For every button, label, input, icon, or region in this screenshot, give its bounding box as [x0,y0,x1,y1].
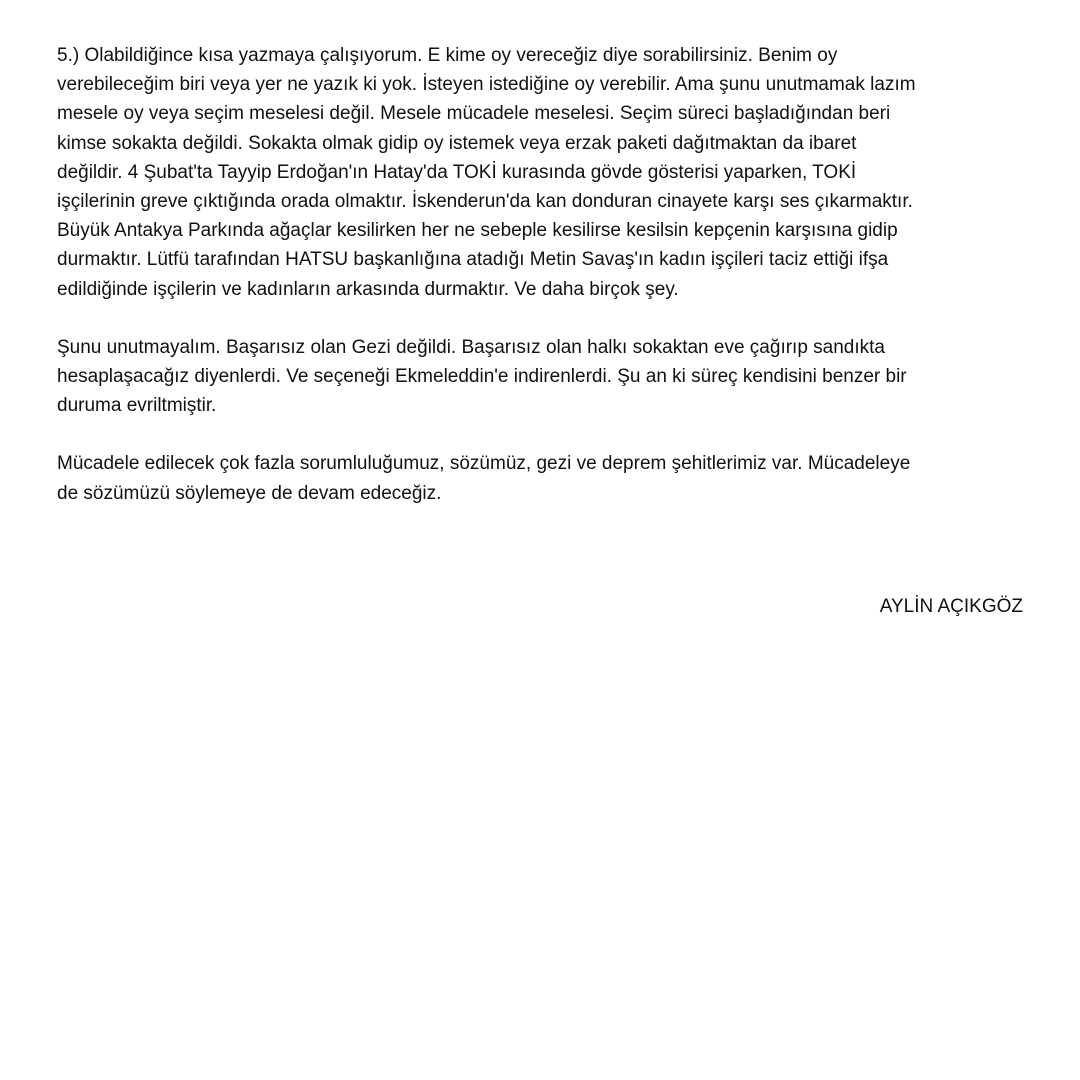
paragraph-3: Mücadele edilecek çok fazla sorumluluğumuz, sözümüz, gezi ve deprem şehitlerimiz var. Mücadeleye de sözümüzü söylemeye de devam edeceğiz. [57,453,911,504]
paragraph-2: Şunu unutmayalım. Başarısız olan Gezi değildi. Başarısız olan halkı sokaktan eve çağırıp sandıkta hesaplaşacağız diyenlerdi. Ve seçeneği Ekmeleddin'e indirenlerdi. Şu an ki süreç kendisini benzer bir duruma evriltmiştir. [57,336,907,417]
paragraph-1: 5.) Olabildiğince kısa yazmaya çalışıyorum. E kime oy vereceğiz diye sorabilirsiniz. Benim oy verebileceğim biri veya yer ne yazık ki yok. İsteyen istediğine oy verebilir. Ama şunu unutmamak lazım mesele oy veya seçim meselesi değil. Mesele mücadele meselesi. Seçim süreci başladığından beri kimse sokakta değildi. Sokakta olmak gidip oy istemek veya erzak paketi dağıtmaktan da ibaret değildir. 4 Şubat'ta Tayyip Erdoğan'ın Hatay'da TOKİ kurasında gövde gösterisi yaparken, TOKİ işçilerinin greve çıktığında orada olmaktır. İskenderun'da kan donduran cinayete karşı ses çıkarmaktır. Büyük Antakya Parkında ağaçlar kesilirken her ne sebeple kesilirse kesilsin kepçenin karşısına gidip durmaktır. Lütfü tarafından HATSU başkanlığına atadığı Metin Savaş'ın kadın işçileri taciz ettiği ifşa edildiğinde işçilerin ve kadınların arkasında durmaktır. Ve daha birçok şey. [57,45,916,300]
author-signature: AYLİN AÇIKGÖZ [879,596,1023,617]
article-body [57,41,1023,537]
